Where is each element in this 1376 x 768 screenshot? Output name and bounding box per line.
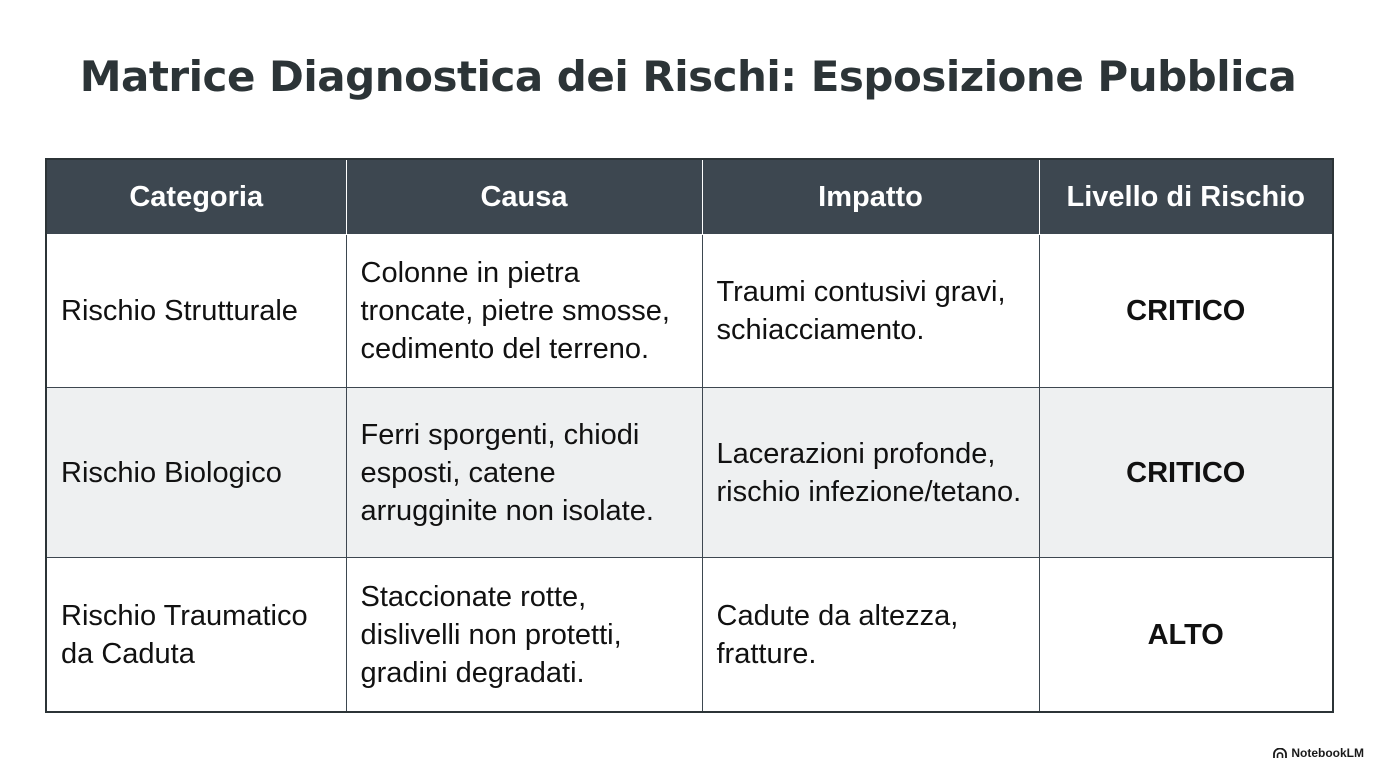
table-row [46,235,1333,388]
page-title: Matrice Diagnostica dei Rischi: Esposizione Pubblica [79,52,1297,101]
cell-impatto: Cadute da altezza, fratture. [702,558,1039,713]
cell-impatto: Traumi contusivi gravi, schiacciamento. [702,235,1039,388]
cell-categoria: Rischio Traumatico da Caduta [46,558,346,713]
brand-label: NotebookLM [1291,746,1364,760]
notebooklm-icon [1273,748,1287,759]
cell-livello-rischio: ALTO [1039,558,1333,713]
cell-livello-rischio: CRITICO [1039,388,1333,558]
table-header-row [46,159,1333,235]
risk-matrix-table [45,158,1334,713]
cell-impatto: Lacerazioni profonde, rischio infezione/tetano. [702,388,1039,558]
header-categoria: Categoria [46,159,346,235]
brand-watermark [1273,746,1364,760]
cell-livello-rischio: CRITICO [1039,235,1333,388]
cell-causa: Colonne in pietra troncate, pietre smosse, cedimento del terreno. [346,235,702,388]
cell-categoria: Rischio Biologico [46,388,346,558]
header-causa: Causa [346,159,702,235]
cell-causa: Ferri sporgenti, chiodi esposti, catene arrugginite non isolate. [346,388,702,558]
cell-causa: Staccionate rotte, dislivelli non protetti, gradini degradati. [346,558,702,713]
table-row [46,558,1333,713]
cell-categoria: Rischio Strutturale [46,235,346,388]
table-row [46,388,1333,558]
header-livello-rischio: Livello di Rischio [1039,159,1333,235]
header-impatto: Impatto [702,159,1039,235]
